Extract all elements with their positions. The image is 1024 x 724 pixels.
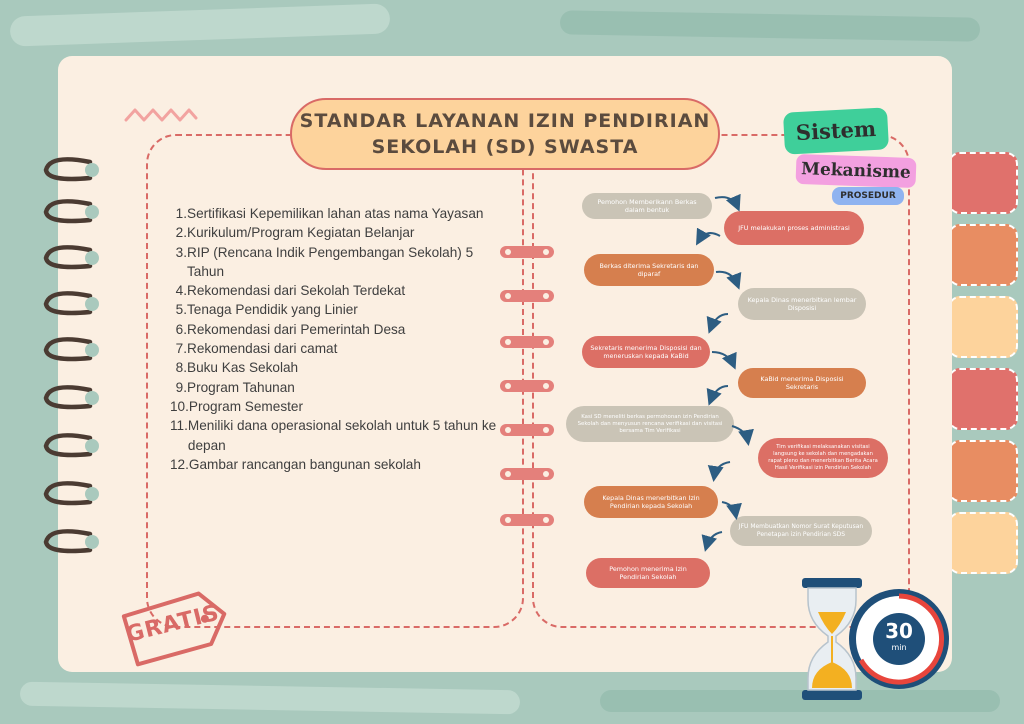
spiral-ring-icon (40, 432, 100, 460)
timer-unit: min (891, 643, 907, 652)
list-item: 2. Kurikulum/Program Kegiatan Belanjar (175, 225, 415, 241)
step-2: JFU melakukan proses administrasi (724, 211, 864, 245)
title-line-1: STANDAR LAYANAN IZIN PENDIRIAN (299, 110, 711, 132)
flow-arrows (560, 180, 890, 580)
binding-ring-icon (498, 464, 556, 484)
list-item: 7. Rekomendasi dari camat (175, 341, 338, 357)
arrow-icon (710, 314, 728, 330)
binding-ring-icon (498, 332, 556, 352)
list-item: 5. Tenaga Pendidik yang Linier (175, 302, 358, 318)
step-7: Kasi SD meneliti berkas permohonan izin Pendirian Sekolah dan menyusun rencana verifikasi dan visitasi bersama Tim Verifikasi (566, 406, 734, 442)
background-stroke (560, 10, 980, 41)
list-item: 4. Rekomendasi dari Sekolah Terdekat (175, 283, 406, 299)
timer-value: 30 (885, 619, 913, 643)
spiral-ring-icon (40, 244, 100, 272)
index-tab (948, 224, 1018, 286)
step-4: Kepala Dinas menerbitkan lembar Disposisi (738, 288, 866, 320)
arrow-icon (716, 272, 738, 286)
binding-ring-icon (498, 420, 556, 440)
binding-ring-icon (498, 376, 556, 396)
step-9: Kepala Dinas menerbitkan Izin Pendirian kepada Sekolah (584, 486, 718, 518)
index-tab (948, 296, 1018, 358)
zigzag-icon (124, 106, 198, 124)
list-item: 3. RIP (Rencana Indik Pengembangan Sekolah) 5 Tahun (175, 244, 474, 279)
binding-ring-icon (498, 242, 556, 262)
spiral-ring-icon (40, 156, 100, 184)
list-item: 8. Buku Kas Sekolah (175, 360, 299, 376)
step-10: JFU Membuatkan Nomor Surat Keputusan Penetapan izin Pendirian SDS (730, 516, 872, 546)
background-stroke (10, 3, 391, 46)
spiral-ring-icon (40, 290, 100, 318)
list-item: 11. Meniliki dana operasional sekolah untuk 5 tahun ke depan (170, 418, 497, 453)
page-title (290, 98, 720, 170)
arrow-icon (706, 532, 722, 548)
arrow-icon (732, 426, 748, 442)
index-tab (948, 152, 1018, 214)
index-tab (948, 440, 1018, 502)
step-3: Berkas diterima Sekretaris dan diparaf (584, 254, 714, 286)
tag-sistem: Sistem (783, 107, 889, 154)
list-item: 9. Program Tahunan (175, 379, 295, 395)
list-item: 1. Sertifikasi Kepemilikan lahan atas nama Yayasan (175, 206, 484, 221)
step-11: Pemohon menerima Izin Pendirian Sekolah (586, 558, 710, 588)
step-6: KaBid menerima Disposisi Sekretaris (738, 368, 866, 398)
binding-ring-icon (498, 286, 556, 306)
index-tab (948, 368, 1018, 430)
list-item: 12. Gambar rancangan bangunan sekolah (170, 456, 421, 472)
arrow-icon (715, 197, 738, 208)
timer-icon (846, 586, 952, 692)
index-tab (948, 512, 1018, 574)
spiral-ring-icon (40, 198, 100, 226)
step-5: Sekretaris menerima Disposisi dan meneruskan kepada KaBid (582, 336, 710, 368)
tag-mekanisme: Mekanisme (796, 154, 917, 188)
binding-ring-icon (498, 510, 556, 530)
spiral-ring-icon (40, 336, 100, 364)
tag-prosedur: PROSEDUR (832, 187, 904, 205)
gratis-label: GRATIS (123, 600, 223, 648)
requirements-list (170, 204, 500, 474)
spiral-ring-icon (40, 480, 100, 508)
spiral-ring-icon (40, 528, 100, 556)
spiral-ring-icon (40, 384, 100, 412)
title-line-2: SEKOLAH (SD) SWASTA (371, 136, 639, 158)
arrow-icon (714, 462, 730, 478)
arrow-icon (722, 502, 736, 516)
arrow-icon (712, 352, 734, 366)
background-stroke (20, 682, 520, 715)
list-item: 6. Rekomendasi dari Pemerintah Desa (175, 321, 406, 337)
step-1: Pemohon Memberikann Berkas dalam bentuk (582, 193, 712, 219)
arrow-icon (698, 233, 720, 242)
arrow-icon (710, 386, 728, 402)
list-item: 10. Program Semester (170, 398, 303, 414)
step-8: Tim verifikasi melaksanakan visitasi langsung ke sekolah dan mengadakan rapat pleno dan menerbitkan Berita Acara Hasil Verifikasi izin Pendirian Sekolah (758, 438, 888, 478)
